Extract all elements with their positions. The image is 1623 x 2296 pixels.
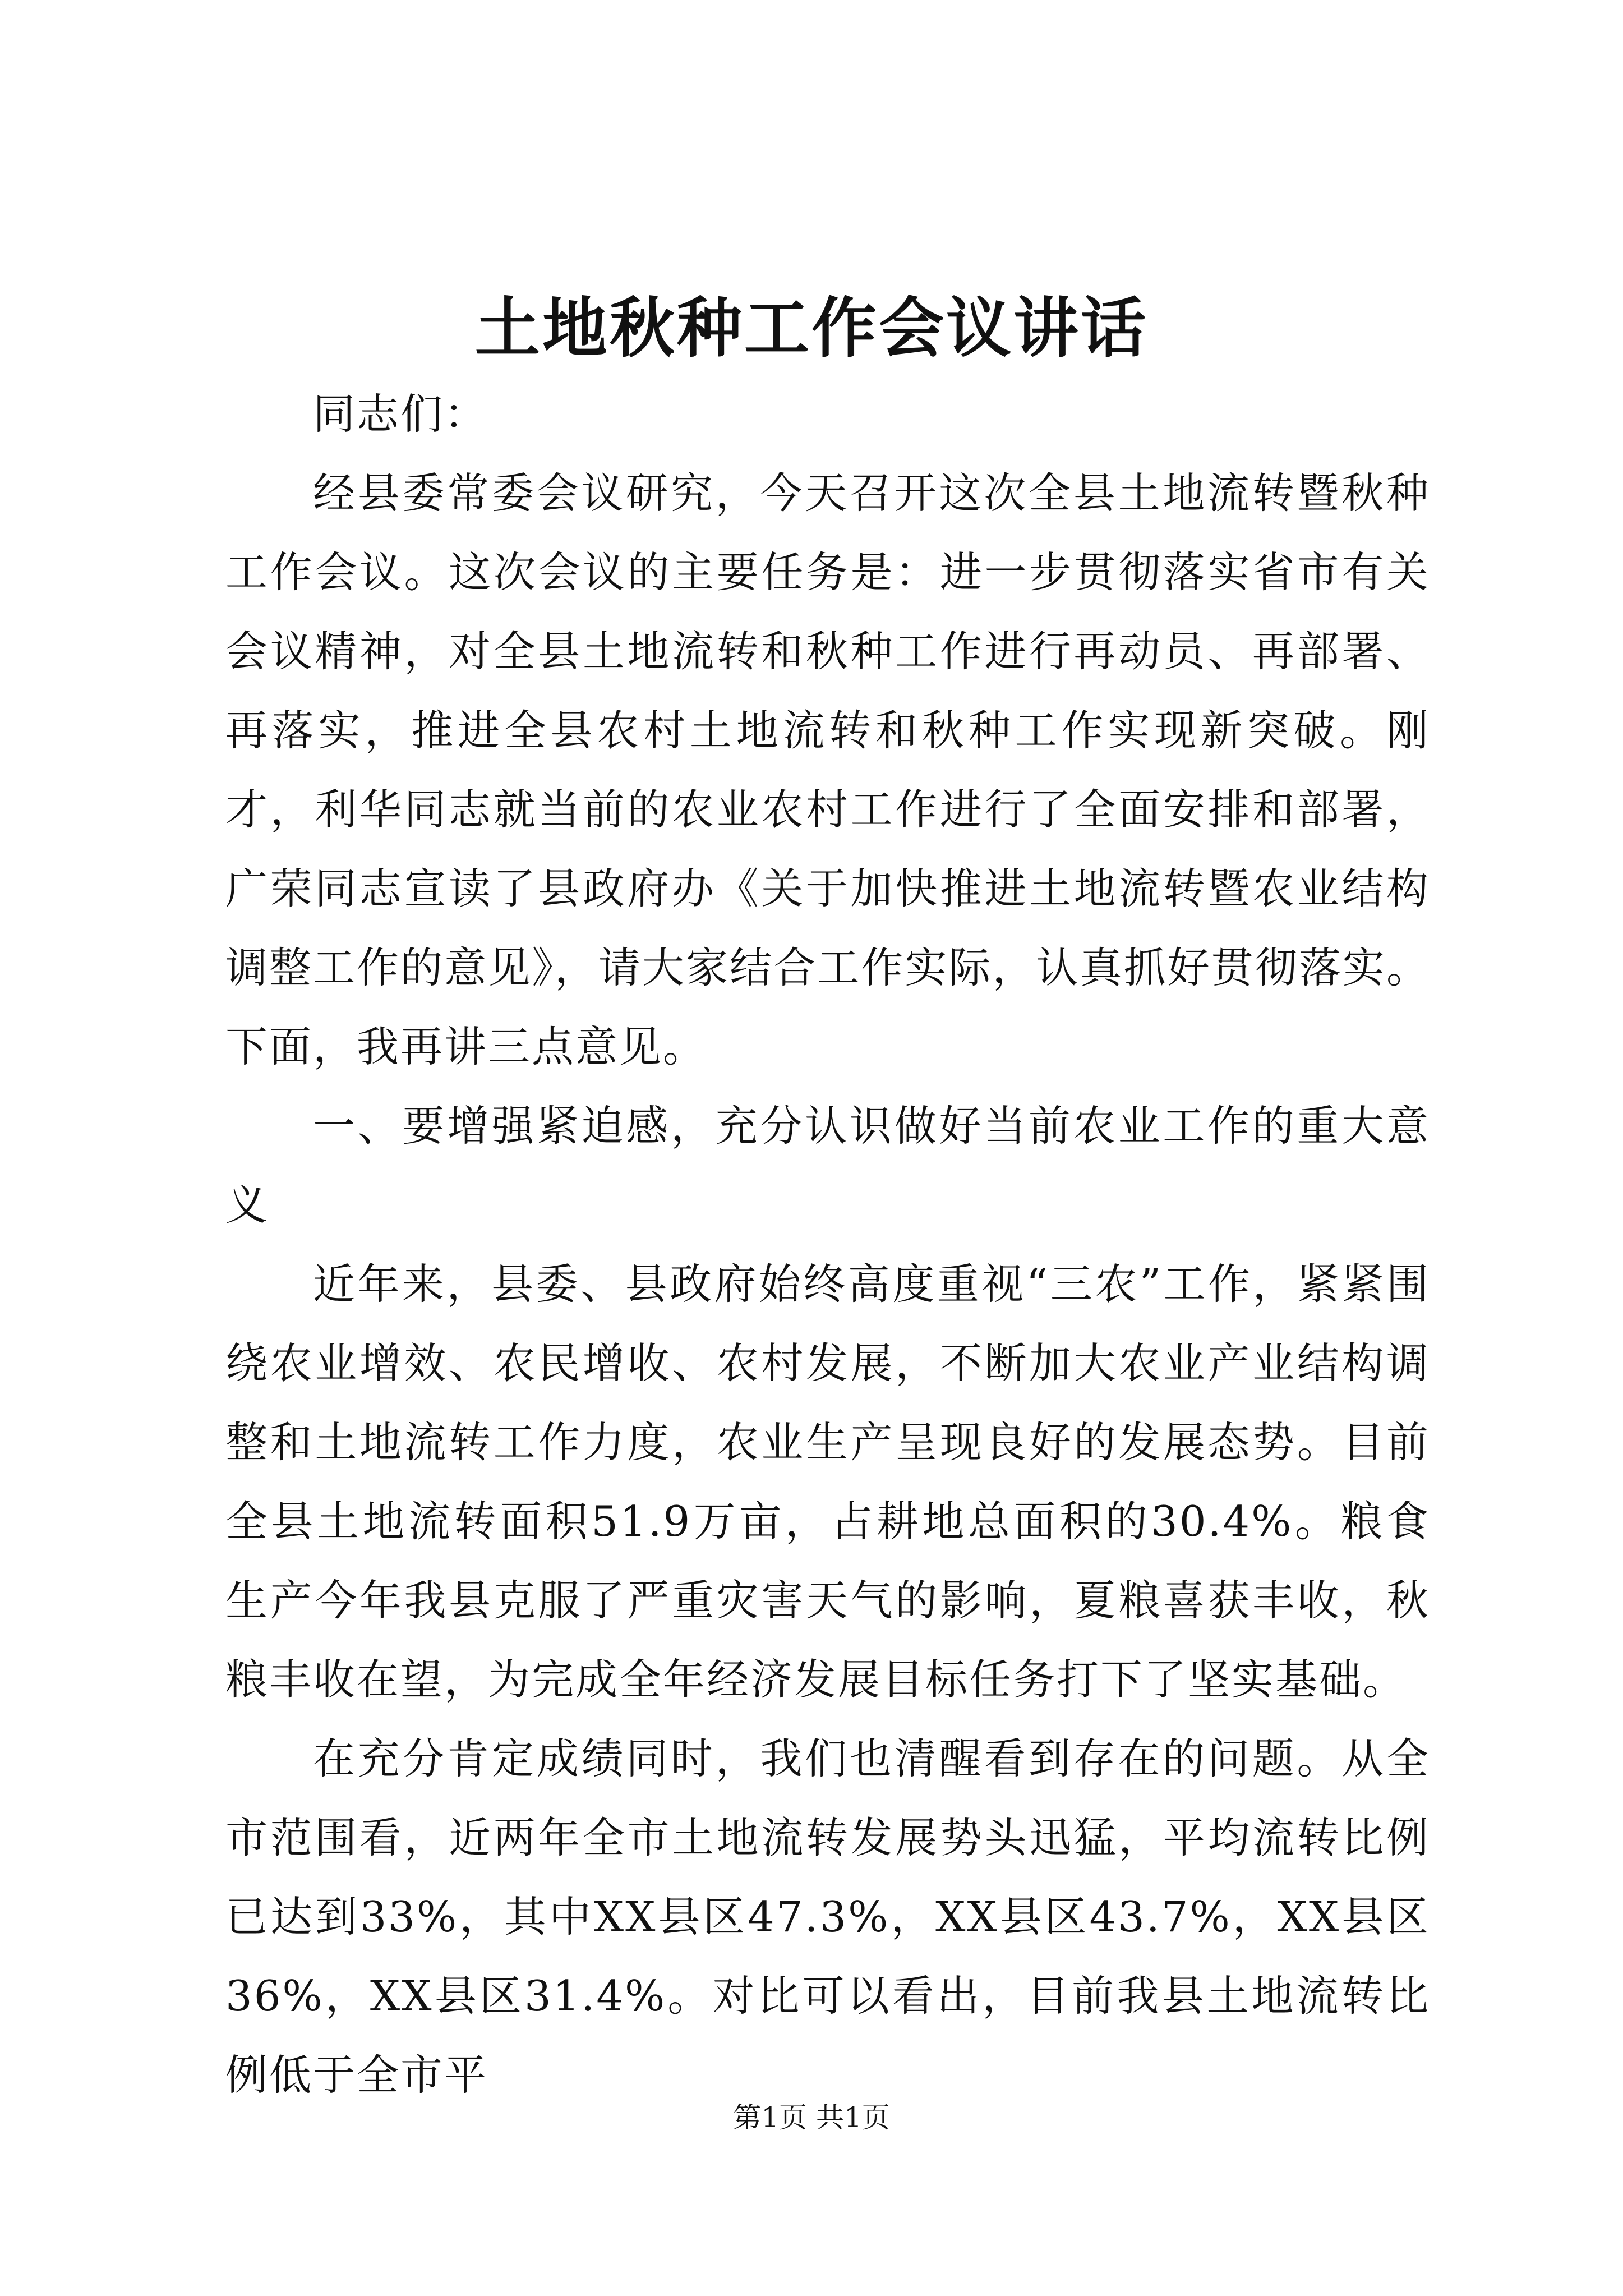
document-body (225, 375, 1430, 2115)
intro-paragraph: 经县委常委会议研究，今天召开这次全县土地流转暨秋种工作会议。这次会议的主要任务是：进一步贯彻落实省市有关会议精神，对全县土地流转和秋种工作进行再动员、再部署、再落实，推进全县农村土地流转和秋种工作实现新突破。刚才，利华同志就当前的农业农村工作进行了全面安排和部署，广荣同志宣读了县政府办《关于加快推进土地流转暨农业结构调整工作的意见》，请大家结合工作实际，认真抓好贯彻落实。下面，我再讲三点意见。 (225, 468, 1430, 1071)
problems-paragraph: 在充分肯定成绩同时，我们也清醒看到存在的问题。从全市范围看，近两年全市土地流转发展势头迅猛，平均流转比例已达到33%，其中XX县区47.3%，XX县区43.7%，XX县区36%，XX县区31.4%。对比可以看出，目前我县土地流转比例低于全市平 (225, 1734, 1430, 2100)
page-footer: 第1页 共1页 (733, 2101, 890, 2134)
achievements-paragraph: 近年来，县委、县政府始终高度重视“三农”工作，紧紧围绕农业增效、农民增收、农村发展，不断加大农业产业结构调整和土地流转工作力度，农业生产呈现良好的发展态势。目前全县土地流转面积51.9万亩，占耕地总面积的30.4%。粮食生产今年我县克服了严重灾害天气的影响，夏粮喜获丰收，秋粮丰收在望，为完成全年经济发展目标任务打下了坚实基础。 (225, 1259, 1430, 1704)
salutation-paragraph: 同志们： (313, 389, 488, 439)
section-heading-1: 一、要增强紧迫感，充分认识做好当前农业工作的重大意义 (225, 1101, 1430, 1230)
document-title: 土地秋种工作会议讲话 (475, 290, 1148, 366)
